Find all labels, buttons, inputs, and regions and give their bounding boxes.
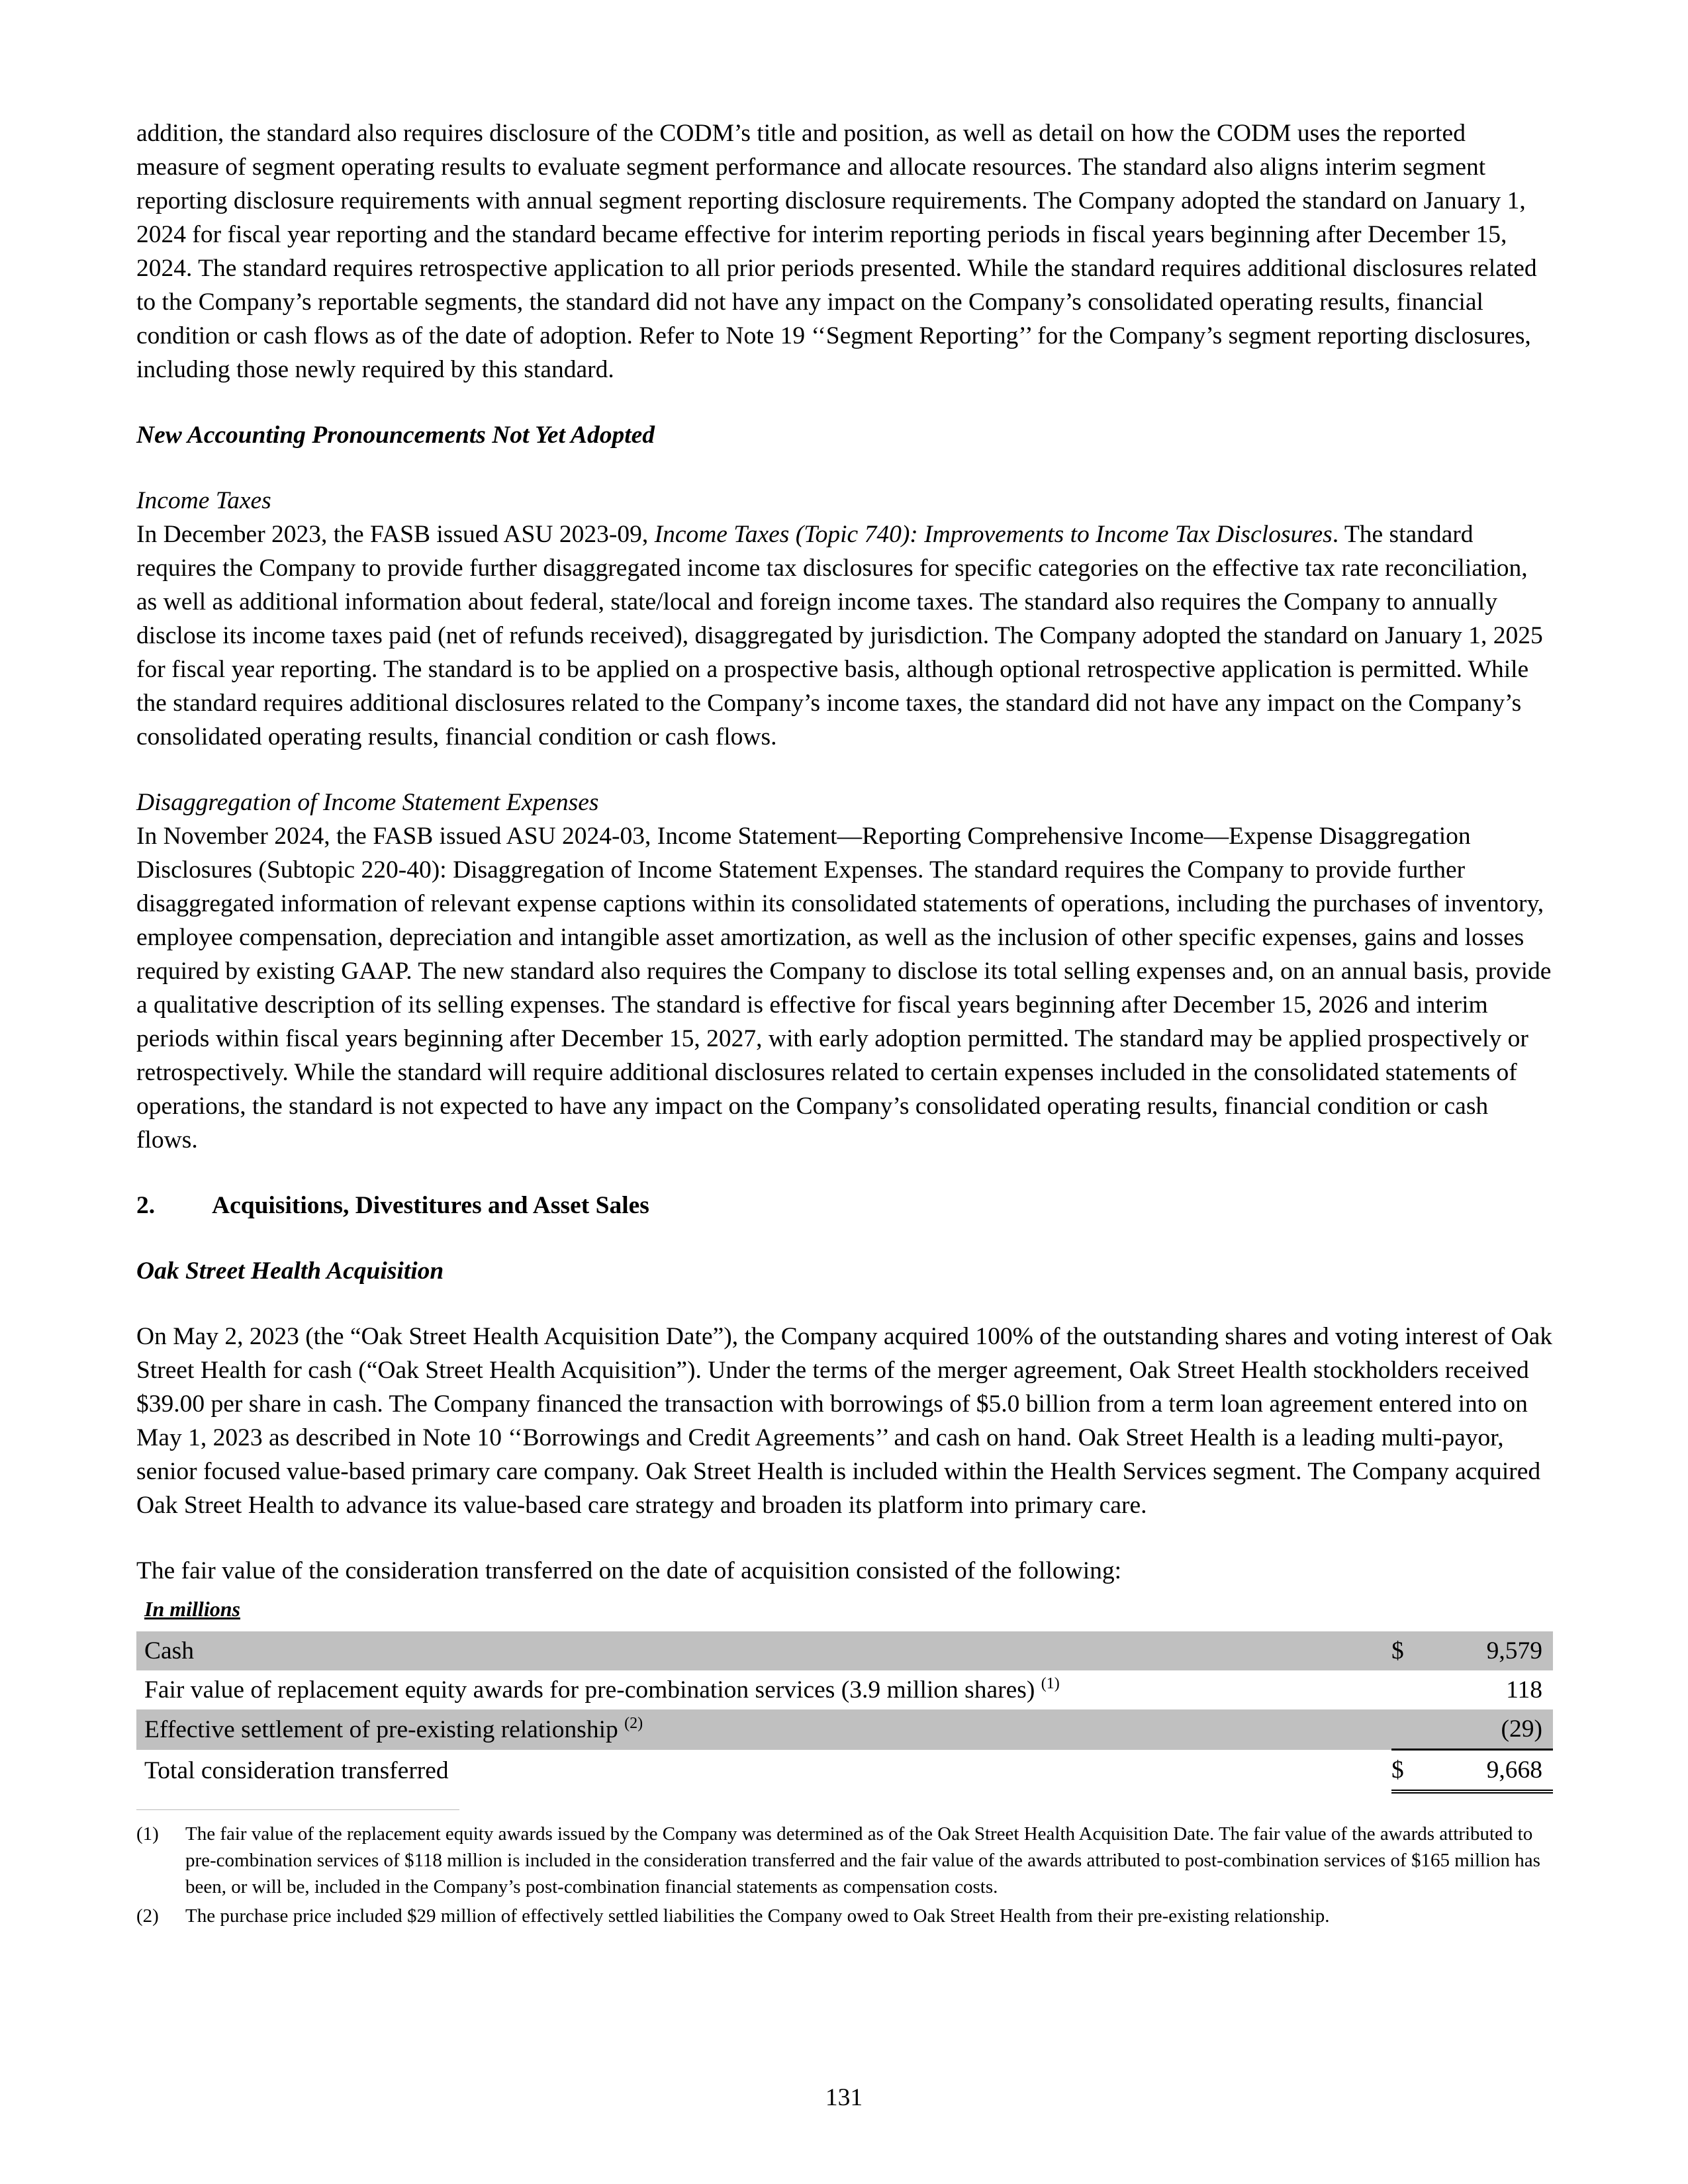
disaggregation-paragraph: In November 2024, the FASB issued ASU 2024-03, Income Statement—Reporting Comprehensive Income—Expense Disaggregation Disclosures (Subtopic 220-40): Disaggregation of Income Statement Expenses. The standard requires the Company to provide further disaggregated information of relevant expense captions within its consolidated statements of operations, including the purchases of inventory, employee compensation, depreciation and intangible asset amortization, as well as the inclusion of other specific expenses, gains and losses required by existing GAAP. The new standard also requires the Company to disclose its total selling expenses and, on an annual basis, provide a qualitative description of its selling expenses. The standard is effective for fiscal years beginning after December 15, 2026 and interim periods within fiscal years beginning after December 15, 2027, with early adoption permitted. The standard may be applied prospectively or retrospectively. While the standard will require additional disclosures related to certain expenses included in the consolidated statements of operations, the standard is not expected to have any impact on the Company’s consolidated operating results, financial condition or cash flows.: [136, 823, 1552, 1154]
row-amount: 9,668: [1415, 1750, 1553, 1792]
row-label: Fair value of replacement equity awards for pre-combination services (3.9 million shares) $^{(1)}$: [144, 1675, 1060, 1704]
footnote: [136, 1903, 1553, 1929]
row-label: Cash: [136, 1631, 1391, 1670]
table-total-row: [136, 1750, 1553, 1792]
footnote: [136, 1821, 1553, 1900]
section-title: Acquisitions, Divestitures and Asset Sales: [212, 1192, 649, 1219]
row-amount: 9,579: [1415, 1631, 1553, 1670]
table-caption: In millions: [144, 1597, 240, 1621]
oak-street-heading: Oak Street Health Acquisition: [136, 1257, 444, 1285]
disaggregation-title: Disaggregation of Income Statement Expenses: [136, 789, 599, 816]
consideration-table: [136, 1631, 1553, 1794]
section-number: 2.: [136, 1192, 156, 1219]
table-row: [136, 1631, 1553, 1670]
row-dollar: $: [1391, 1631, 1415, 1670]
income-taxes-paragraph: [136, 518, 1553, 754]
income-taxes-title: Income Taxes: [136, 487, 271, 514]
footnote-number: (2): [136, 1905, 159, 1927]
oak-street-paragraph: On May 2, 2023 (the “Oak Street Health Acquisition Date”), the Company acquired 100% of the outstanding shares and voting interest of Oak Street Health for cash (“Oak Street Health Acquisition”). Under the terms of the merger agreement, Oak Street Health stockholders received $39.00 per share in cash. The Company financed the transaction with borrowings of $5.0 billion from a term loan agreement entered into on May 1, 2023 as described in Note 10 ‘‘Borrowings and Credit Agreements’’ and cash on hand. Oak Street Health is a leading multi-payor, senior focused value-based primary care company. Oak Street Health is included within the Health Services segment. The Company acquired Oak Street Health to advance its value-based care strategy and broaden its platform into primary care.: [136, 1323, 1553, 1519]
footnote-text: The purchase price included $29 million of effectively settled liabilities the Company owed to Oak Street Health from their pre-existing relationship.: [185, 1905, 1330, 1927]
table-row: [136, 1709, 1553, 1750]
footnote-number: (1): [136, 1823, 159, 1844]
not-yet-adopted-heading: New Accounting Pronouncements Not Yet Adopted: [136, 422, 655, 449]
income-taxes-text-before: In December 2023, the FASB issued ASU 2023-09,: [136, 521, 655, 548]
footnote-divider: [136, 1809, 459, 1810]
table-row: [136, 1670, 1553, 1709]
row-dollar: [1391, 1670, 1415, 1709]
page-number: 131: [825, 2084, 863, 2111]
intro-paragraph: addition, the standard also requires disclosure of the CODM’s title and position, as well as detail on how the CODM uses the reported measure of segment operating results to evaluate segment performance and allocate resources. The standard also aligns interim segment reporting disclosure requirements with annual segment reporting disclosure requirements. The Company adopted the standard on January 1, 2024 for fiscal year reporting and the standard became effective for interim reporting periods in fiscal years beginning after December 15, 2024. The standard requires retrospective application to all prior periods presented. While the standard requires additional disclosures related to the Company’s reportable segments, the standard did not have any impact on the Company’s consolidated operating results, financial condition or cash flows as of the date of adoption. Refer to Note 19 ‘‘Segment Reporting’’ for the Company’s segment reporting disclosures, including those newly required by this standard.: [136, 120, 1537, 383]
document-page: [136, 116, 1553, 1929]
row-amount: (29): [1415, 1709, 1553, 1750]
row-label: Total consideration transferred: [144, 1756, 449, 1784]
income-taxes-asu-title: Income Taxes (Topic 740): Improvements to Income Tax Disclosures: [654, 521, 1333, 548]
row-amount: 118: [1506, 1676, 1542, 1704]
section-heading: [136, 1189, 1553, 1222]
footnote-ref: (1): [1041, 1675, 1060, 1692]
income-taxes-text-after: . The standard requires the Company to provide further disaggregated income tax disclosures for specific categories on the effective tax rate reconciliation, as well as additional information about federal, state/local and foreign income taxes. The standard also requires the Company to annually disclose its income taxes paid (net of refunds received), disaggregated by jurisdiction. The Company adopted the standard on January 1, 2025 for fiscal year reporting. The standard is to be applied on a prospective basis, although optional retrospective application is permitted. While the standard requires additional disclosures related to the Company’s income taxes, the standard did not have any impact on the Company’s consolidated operating results, financial condition or cash flows.: [136, 521, 1543, 751]
footnote-text: The fair value of the replacement equity awards issued by the Company was determined as of the Oak Street Health Acquisition Date. The fair value of the awards attributed to pre-combination services of $118 million is included in the consideration transferred and the fair value of the awards attributed to post-combination services of $165 million has been, or will be, included in the Company’s post-combination financial statements as compensation costs.: [185, 1823, 1540, 1897]
table-lead-in: The fair value of the consideration transferred on the date of acquisition consisted of the following:: [136, 1557, 1122, 1584]
row-dollar: [1391, 1709, 1415, 1750]
footnote-ref: (2): [624, 1714, 643, 1732]
row-dollar: $: [1391, 1750, 1415, 1792]
row-label: Effective settlement of pre-existing relationship $^{(2)}$: [136, 1709, 1391, 1750]
